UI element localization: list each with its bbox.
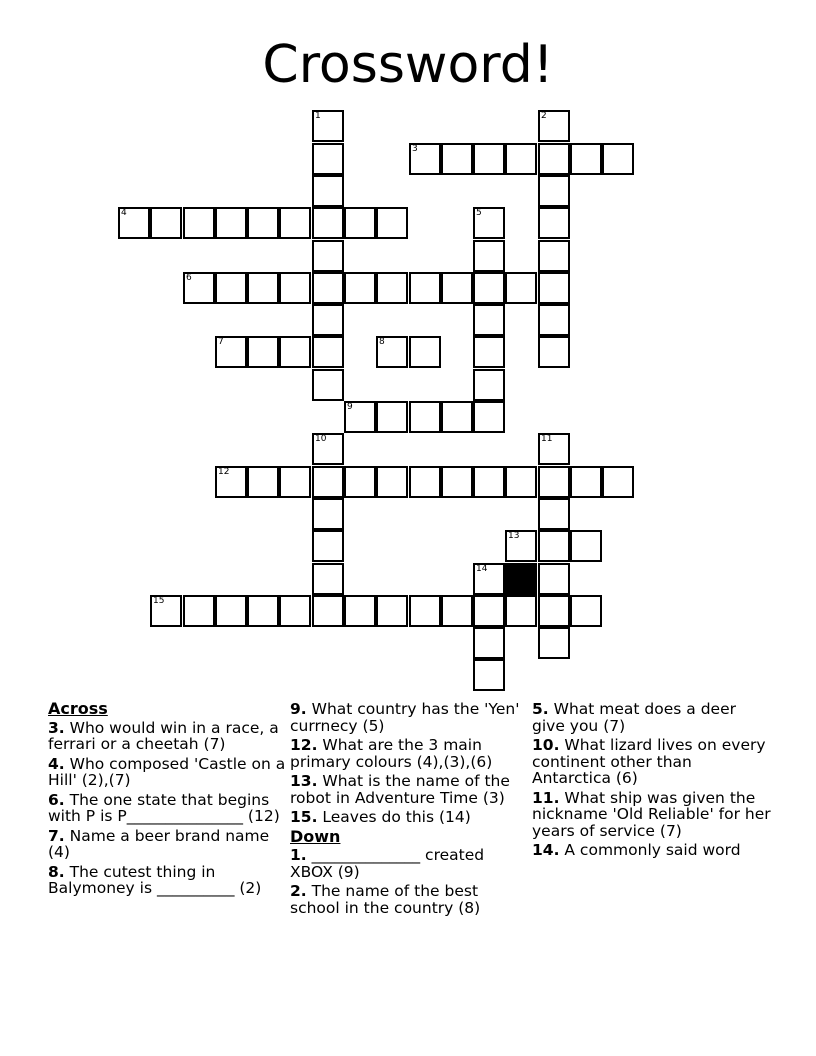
grid-cell[interactable]	[376, 207, 408, 239]
grid-cell[interactable]	[183, 272, 215, 304]
clue-text: What is the name of the robot in Adventure Time (3)	[290, 772, 510, 807]
clue-number-label: 15	[153, 596, 165, 606]
clue-text: What country has the 'Yen' currnecy (5)	[290, 700, 520, 735]
clue-number: 7.	[48, 826, 65, 845]
grid-cell[interactable]	[441, 401, 473, 433]
down-heading: Down	[290, 826, 341, 846]
clue-number: 5.	[532, 700, 549, 718]
clue-text: The one state that begins with P is P_______________ (12)	[48, 790, 280, 825]
grid-cell[interactable]	[602, 466, 634, 498]
grid-cell[interactable]	[215, 336, 247, 368]
grid-cell[interactable]	[473, 304, 505, 336]
clue-text: Leaves do this (14)	[322, 808, 471, 826]
grid-cell[interactable]	[279, 272, 311, 304]
clue-number: 11.	[532, 788, 560, 807]
clue-text: Who would win in a race, a ferrari or a cheetah (7)	[48, 718, 279, 753]
grid-cell[interactable]	[409, 272, 441, 304]
grid-cell[interactable]	[215, 207, 247, 239]
grid-cell[interactable]	[312, 498, 344, 530]
grid-cell[interactable]	[344, 466, 376, 498]
clue-number-label: 11	[541, 434, 553, 444]
grid-cell[interactable]	[538, 143, 570, 175]
page-title: Crossword!	[262, 35, 554, 95]
clues-column-3	[532, 701, 772, 862]
clue-down-11	[532, 790, 772, 840]
grid-cell[interactable]	[183, 595, 215, 627]
black-square	[505, 563, 537, 595]
clue-number: 9.	[290, 700, 307, 718]
clue-number-label: 8	[379, 337, 385, 347]
clue-number-label: 7	[218, 337, 224, 347]
clue-number-label: 9	[347, 402, 353, 412]
grid-cell[interactable]	[312, 207, 344, 239]
grid-cell[interactable]	[312, 595, 344, 627]
clue-number: 13.	[290, 772, 318, 790]
grid-cell[interactable]	[279, 207, 311, 239]
grid-cell[interactable]	[441, 272, 473, 304]
grid-cell[interactable]	[538, 272, 570, 304]
grid-cell[interactable]	[505, 595, 537, 627]
clue-number: 6.	[48, 790, 65, 809]
clue-across-7	[48, 828, 288, 861]
clue-down-2	[290, 883, 524, 916]
clue-text: ______________ created XBOX (9)	[290, 846, 485, 881]
grid-cell[interactable]	[505, 143, 537, 175]
grid-cell[interactable]	[247, 207, 279, 239]
grid-cell[interactable]	[538, 530, 570, 562]
grid-cell[interactable]	[312, 433, 344, 465]
clue-number: 3.	[48, 718, 65, 737]
clue-number-label: 5	[476, 208, 482, 218]
clue-number: 10.	[532, 736, 560, 754]
grid-cell[interactable]	[473, 143, 505, 175]
clue-text: What ship was given the nickname 'Old Reliable' for her years of service (7)	[532, 788, 771, 840]
grid-cell[interactable]	[538, 595, 570, 627]
grid-cell[interactable]	[409, 336, 441, 368]
clues-column-1	[48, 701, 288, 900]
grid-cell[interactable]	[538, 175, 570, 207]
grid-cell[interactable]	[538, 563, 570, 595]
clue-down-14	[532, 842, 772, 859]
grid-cell[interactable]	[473, 272, 505, 304]
grid-cell[interactable]	[312, 369, 344, 401]
grid-cell[interactable]	[150, 207, 182, 239]
grid-cell[interactable]	[473, 369, 505, 401]
grid-cell[interactable]	[312, 175, 344, 207]
clue-text: A commonly said word	[564, 841, 741, 859]
grid-cell[interactable]	[505, 466, 537, 498]
clue-across-12	[290, 737, 524, 770]
grid-cell[interactable]	[247, 466, 279, 498]
clue-down-10	[532, 737, 772, 787]
clue-number-label: 4	[121, 208, 127, 218]
grid-cell[interactable]	[473, 466, 505, 498]
clue-number: 1.	[290, 846, 307, 864]
grid-cell[interactable]	[150, 595, 182, 627]
grid-cell[interactable]	[473, 595, 505, 627]
grid-cell[interactable]	[409, 401, 441, 433]
clue-across-13	[290, 773, 524, 806]
grid-cell[interactable]	[312, 304, 344, 336]
grid-cell[interactable]	[473, 659, 505, 691]
clue-number-label: 1	[315, 111, 321, 121]
grid-cell[interactable]	[376, 595, 408, 627]
clue-number: 12.	[290, 736, 318, 754]
clue-across-9	[290, 701, 524, 734]
grid-cell[interactable]	[215, 272, 247, 304]
clue-text: Who composed 'Castle on a Hill' (2),(7)	[48, 754, 286, 789]
grid-cell[interactable]	[570, 143, 602, 175]
grid-cell[interactable]	[279, 466, 311, 498]
clue-text: What meat does a deer give you (7)	[532, 700, 736, 735]
grid-cell[interactable]	[279, 595, 311, 627]
clue-across-4	[48, 756, 288, 789]
grid-cell[interactable]	[538, 336, 570, 368]
across-heading: Across	[48, 699, 108, 718]
grid-cell[interactable]	[473, 563, 505, 595]
clue-down-1	[290, 847, 524, 880]
grid-cell[interactable]	[344, 272, 376, 304]
clue-number-label: 3	[412, 144, 418, 154]
clue-number: 4.	[48, 754, 65, 773]
grid-cell[interactable]	[602, 143, 634, 175]
grid-cell[interactable]	[376, 336, 408, 368]
grid-cell[interactable]	[312, 563, 344, 595]
grid-cell[interactable]	[215, 595, 247, 627]
grid-cell[interactable]	[312, 466, 344, 498]
grid-cell[interactable]	[441, 466, 473, 498]
grid-cell[interactable]	[538, 498, 570, 530]
grid-cell[interactable]	[505, 530, 537, 562]
grid-cell[interactable]	[312, 143, 344, 175]
grid-cell[interactable]	[538, 207, 570, 239]
grid-cell[interactable]	[538, 304, 570, 336]
grid-cell[interactable]	[247, 595, 279, 627]
grid-cell[interactable]	[538, 240, 570, 272]
grid-cell[interactable]	[344, 207, 376, 239]
grid-cell[interactable]	[538, 110, 570, 142]
grid-cell[interactable]	[312, 272, 344, 304]
grid-cell[interactable]	[247, 336, 279, 368]
grid-cell[interactable]	[473, 627, 505, 659]
grid-cell[interactable]	[183, 207, 215, 239]
grid-cell[interactable]	[538, 433, 570, 465]
grid-cell[interactable]	[570, 466, 602, 498]
clue-number: 15.	[290, 808, 318, 826]
clue-number: 14.	[532, 841, 560, 859]
grid-cell[interactable]	[473, 336, 505, 368]
clue-number-label: 10	[315, 434, 327, 444]
grid-cell[interactable]	[570, 595, 602, 627]
grid-cell[interactable]	[409, 595, 441, 627]
grid-cell[interactable]	[118, 207, 150, 239]
grid-cell[interactable]	[409, 466, 441, 498]
grid-cell[interactable]	[312, 110, 344, 142]
clue-number: 8.	[48, 862, 65, 881]
grid-cell[interactable]	[279, 336, 311, 368]
grid-cell[interactable]	[215, 466, 247, 498]
grid-cell[interactable]	[312, 336, 344, 368]
grid-cell[interactable]	[312, 530, 344, 562]
grid-cell[interactable]	[570, 530, 602, 562]
grid-cell[interactable]	[376, 272, 408, 304]
grid-cell[interactable]	[441, 143, 473, 175]
grid-cell[interactable]	[473, 207, 505, 239]
clue-across-15	[290, 809, 524, 826]
grid-cell[interactable]	[473, 401, 505, 433]
grid-cell[interactable]	[538, 627, 570, 659]
grid-cell[interactable]	[247, 272, 279, 304]
clue-text: The cutest thing in Balymoney is __________ (2)	[48, 862, 262, 897]
grid-cell[interactable]	[473, 240, 505, 272]
clue-text: What are the 3 main primary colours (4),(3),(6)	[290, 736, 493, 771]
clue-text: The name of the best school in the country (8)	[290, 882, 481, 917]
clue-number: 2.	[290, 882, 307, 900]
grid-cell[interactable]	[376, 401, 408, 433]
clues-column-2	[290, 701, 524, 919]
clue-across-3	[48, 720, 288, 753]
clue-down-5	[532, 701, 772, 734]
grid-cell[interactable]	[344, 401, 376, 433]
grid-cell[interactable]	[344, 595, 376, 627]
grid-cell[interactable]	[441, 595, 473, 627]
clue-across-8	[48, 864, 288, 897]
clue-number-label: 2	[541, 111, 547, 121]
grid-cell[interactable]	[538, 466, 570, 498]
clue-number-label: 13	[508, 531, 520, 541]
clue-number-label: 6	[186, 273, 192, 283]
clue-number-label: 14	[476, 564, 488, 574]
clue-text: Name a beer brand name (4)	[48, 826, 270, 861]
clue-across-6	[48, 792, 288, 825]
clue-number-label: 12	[218, 467, 230, 477]
clue-text: What lizard lives on every continent other than Antarctica (6)	[532, 736, 766, 787]
grid-cell[interactable]	[312, 240, 344, 272]
grid-cell[interactable]	[505, 272, 537, 304]
grid-cell[interactable]	[376, 466, 408, 498]
grid-cell[interactable]	[409, 143, 441, 175]
